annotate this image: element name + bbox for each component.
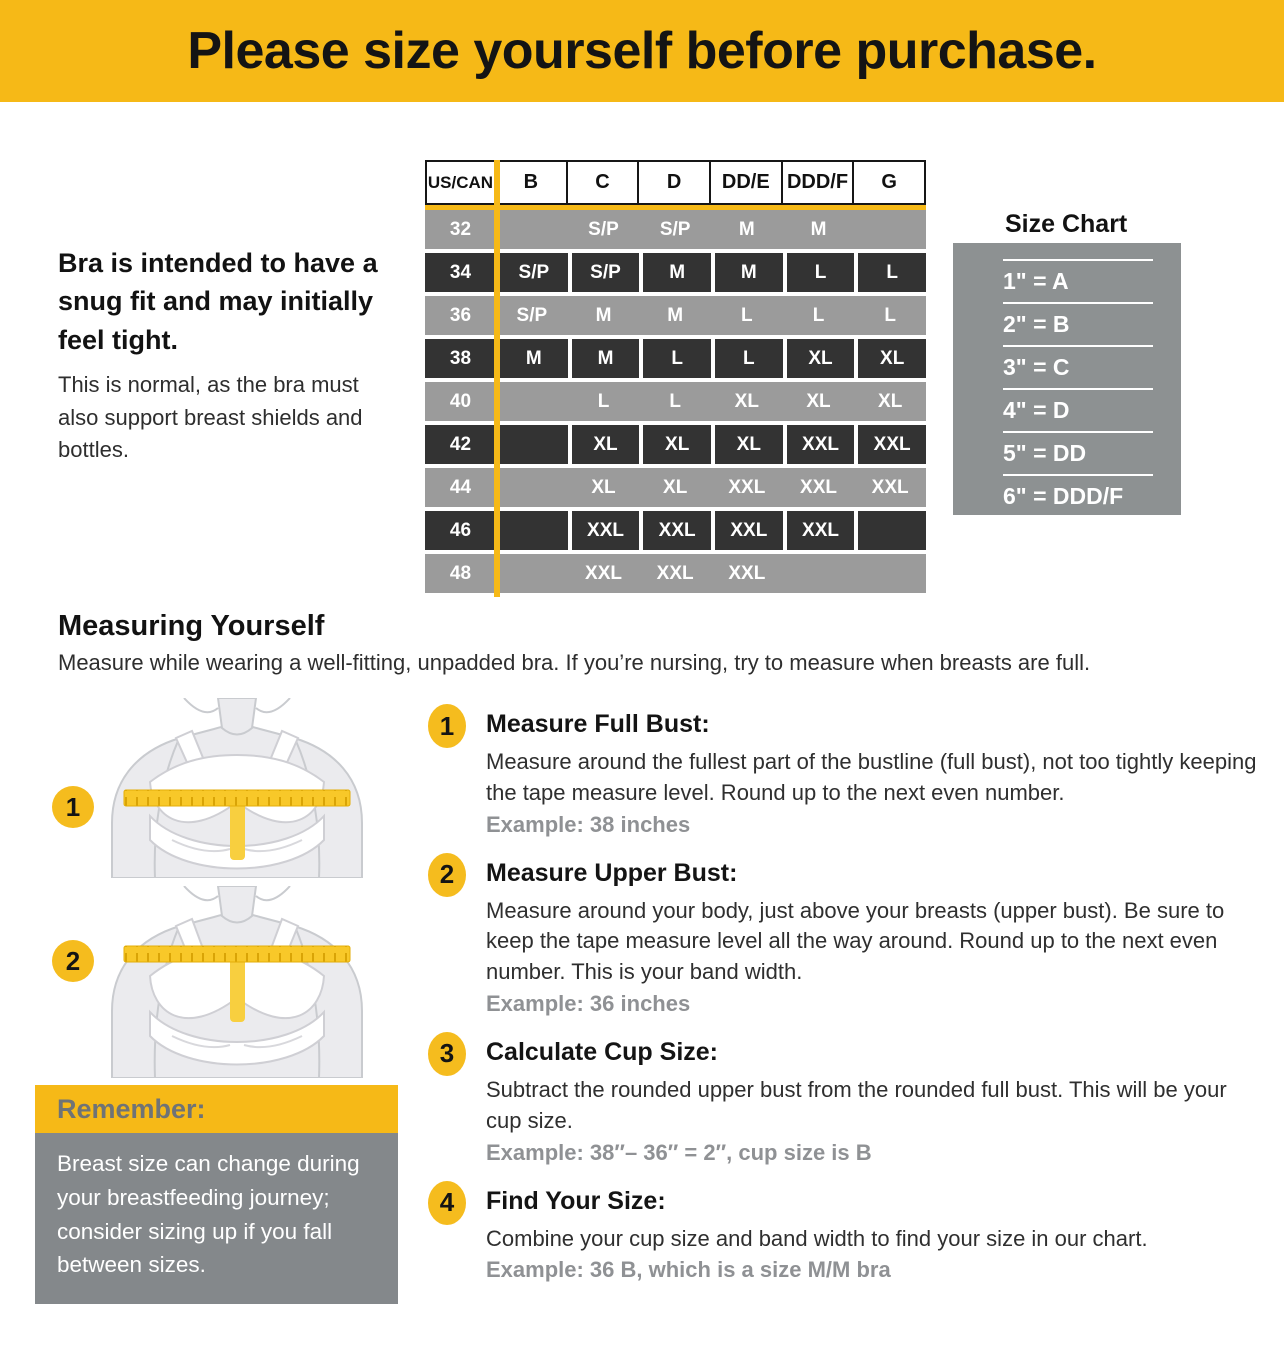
torso-figure-icon (92, 886, 382, 1078)
measuring-section-subtitle: Measure while wearing a well-fitting, unpadded bra. If you’re nursing, try to measure when breasts are full. (58, 650, 1091, 675)
step-body: Subtract the rounded upper bust from the rounded full bust. This will be your cup size. (486, 1076, 1227, 1133)
step-title: Measure Upper Bust: (486, 858, 738, 887)
step-title: Find Your Size: (486, 1186, 666, 1215)
upper-bust-illustration (92, 886, 382, 1083)
size-cell: M (496, 339, 568, 378)
band-size-cell: 38 (425, 339, 496, 378)
cup-conversion-item: 2" = B (1003, 302, 1153, 345)
size-cell (496, 511, 568, 550)
figure-2-badge: 2 (52, 940, 94, 982)
step-body: Combine your cup size and band width to find your size in our chart. (486, 1225, 1148, 1251)
cup-conversion-item: 3" = C (1003, 345, 1153, 388)
size-cell: S/P (496, 253, 568, 292)
step-body: Measure around your body, just above your breasts (upper bust). Be sure to keep the tape measure level all the way around. Round up to the next even number. This is your band width. (486, 897, 1225, 985)
band-size-cell: 42 (425, 425, 496, 464)
remember-box (35, 1085, 398, 1304)
torso-figure-icon (92, 698, 382, 878)
size-cell: XXL (871, 476, 909, 498)
size-cell: XL (591, 476, 616, 498)
cup-chart-title: Size Chart (1005, 210, 1128, 238)
cup-conversion-list (1003, 259, 1153, 519)
header-banner (0, 0, 1284, 102)
size-cell: XL (806, 390, 831, 412)
size-table-row (425, 382, 926, 421)
size-cell: XL (711, 425, 783, 464)
size-cell: XXL (800, 476, 837, 498)
size-cell: XXL (783, 511, 855, 550)
full-bust-illustration (92, 698, 382, 883)
size-cell: M (711, 253, 783, 292)
size-table-row (425, 253, 926, 292)
size-cell: XL (734, 390, 759, 412)
size-cell: XXL (639, 511, 711, 550)
size-cell: L (884, 304, 896, 326)
size-cell: L (597, 390, 610, 412)
step-example: Example: 38 inches (486, 811, 691, 837)
size-cell: L (639, 339, 711, 378)
size-cell: S/P (568, 253, 640, 292)
banner-title: Please size yourself before purchase. (187, 22, 1097, 80)
size-cell: XXL (783, 425, 855, 464)
steps-list (428, 704, 1263, 1298)
size-table-column-header: G (854, 160, 926, 205)
table-yellow-divider (494, 160, 500, 597)
intro-text-block (58, 244, 398, 467)
size-cell: M (639, 253, 711, 292)
band-size-cell: 40 (449, 390, 472, 412)
size-cell: L (669, 390, 681, 412)
band-size-cell: 46 (425, 511, 496, 550)
size-cell: L (812, 304, 825, 326)
size-cell (854, 511, 926, 550)
size-table (425, 160, 926, 597)
step-title: Measure Full Bust: (486, 710, 710, 738)
band-size-cell: 44 (449, 476, 472, 498)
band-size-cell: 36 (449, 304, 472, 326)
size-cell: L (741, 304, 753, 326)
size-cell (496, 468, 568, 507)
size-table-row (425, 210, 926, 249)
size-cell (496, 425, 568, 464)
size-cell: S/P (516, 304, 548, 326)
step-body: Measure around the fullest part of the bustline (full bust), not too tightly keeping the tape measure level. Round up to the next even number. (486, 749, 1257, 805)
size-cell: S/P (588, 218, 619, 240)
step-number-badge: 1 (428, 704, 466, 748)
size-cell: XL (663, 476, 688, 498)
intro-headline: Bra is intended to have a snug fit and may initially feel tight. (58, 248, 378, 355)
size-table-column-header: C (568, 160, 640, 205)
size-table-body (425, 210, 926, 593)
size-cell (854, 210, 926, 249)
tape-tail (230, 954, 245, 1022)
size-table-row (425, 554, 926, 593)
measuring-step (428, 853, 1263, 1017)
step-example: Example: 36 inches (486, 990, 691, 1016)
cup-conversion-item: 5" = DD (1003, 431, 1153, 474)
size-table-row (425, 468, 926, 507)
size-cell: XXL (585, 562, 622, 584)
size-table-header (425, 160, 926, 205)
measuring-step (428, 1181, 1263, 1284)
size-cell: XL (568, 425, 640, 464)
step-example: Example: 38″– 36″ = 2″, cup size is B (486, 1139, 872, 1165)
measuring-tape (124, 790, 350, 806)
size-cell: XXL (711, 511, 783, 550)
step-number-badge: 4 (428, 1181, 466, 1225)
size-cell: S/P (659, 218, 691, 240)
step-number-badge: 2 (428, 853, 466, 897)
size-table-row (425, 425, 926, 464)
size-cell: M (595, 304, 612, 326)
size-cell: XL (854, 339, 926, 378)
size-cell: XXL (728, 476, 766, 498)
size-cell: XXL (656, 562, 694, 584)
measuring-section-title: Measuring Yourself (58, 610, 325, 642)
table-yellow-underline (425, 205, 926, 210)
size-cell: M (667, 304, 684, 326)
size-cell (854, 554, 926, 593)
remember-title: Remember: (35, 1085, 398, 1133)
step-example: Example: 36 B, which is a size M/M bra (486, 1257, 891, 1283)
step-number-badge: 3 (428, 1032, 466, 1076)
band-size-cell: 48 (449, 562, 472, 584)
step-title: Calculate Cup Size: (486, 1037, 718, 1066)
size-cell (496, 210, 568, 249)
size-cell: M (738, 218, 755, 240)
band-size-cell: 34 (425, 253, 496, 292)
size-cell: M (568, 339, 640, 378)
tape-tail (230, 798, 245, 860)
size-cell: L (783, 253, 855, 292)
size-table-row (425, 511, 926, 550)
measuring-step (428, 1032, 1263, 1166)
measuring-tape (124, 946, 350, 962)
figure-1-badge: 1 (52, 786, 94, 828)
size-table-column-header: D (639, 160, 711, 205)
size-cell: M (810, 218, 827, 240)
size-cell: XL (783, 339, 855, 378)
size-table-column-header: DD/E (711, 160, 783, 205)
intro-body: This is normal, as the bra must also support breast shields and bottles. (58, 371, 363, 463)
cup-chart-panel (953, 243, 1181, 515)
size-table-row (425, 296, 926, 335)
size-cell: XXL (568, 511, 640, 550)
size-table-column-header: DDD/F (783, 160, 855, 205)
cup-conversion-item: 4" = D (1003, 388, 1153, 431)
size-table-column-header: B (496, 160, 568, 205)
size-cell: XXL (854, 425, 926, 464)
size-cell: L (711, 339, 783, 378)
size-cell: XXL (728, 562, 766, 584)
size-table-row (425, 339, 926, 378)
cup-conversion-item: 6" = DDD/F (1003, 474, 1153, 519)
measuring-step (428, 704, 1263, 838)
size-cell (783, 554, 855, 593)
cup-conversion-item: 1" = A (1003, 259, 1153, 302)
size-cell (496, 554, 568, 593)
size-cell: XL (878, 390, 903, 412)
size-cell: L (854, 253, 926, 292)
remember-body: Breast size can change during your breastfeeding journey; consider sizing up if you fall between sizes. (35, 1133, 398, 1304)
size-cell (496, 382, 568, 421)
band-size-cell: 32 (449, 218, 472, 240)
size-cell: XL (639, 425, 711, 464)
size-table-column-header: US/CAN (425, 160, 496, 205)
